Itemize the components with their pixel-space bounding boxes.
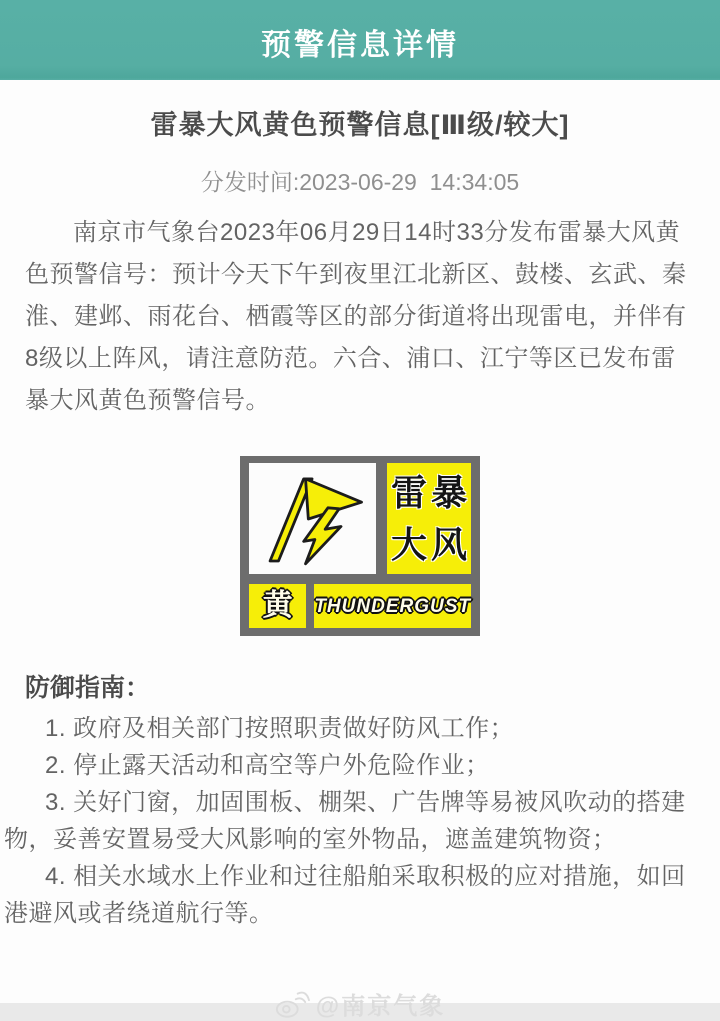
- sign-english-label: THUNDERGUST: [314, 595, 471, 617]
- defense-guide-title: 防御指南：: [25, 674, 151, 703]
- guide-item-4: 4. 相关水域水上作业和过往船舶采取积极的应对措施，如回港避风或者绕道航行等。: [4, 863, 686, 928]
- dispatch-time-value: 2023-06-29 14:34:05: [299, 169, 520, 196]
- guide-item-3: 3. 关好门窗，加固围板、棚架、广告牌等易被风吹动的搭建物，妥善安置易受大风影响的室外物品，遮盖建筑物资；: [4, 789, 686, 854]
- sign-char: 暴: [430, 472, 467, 514]
- warning-title: 雷暴大风黄色预警信息[Ⅲ级/较大]: [150, 110, 570, 140]
- sign-char: 大: [390, 523, 427, 565]
- sign-english-box: [314, 584, 471, 628]
- header-bar: [0, 0, 720, 80]
- warning-content: [0, 103, 720, 1021]
- sign-name-box: [387, 463, 471, 574]
- warning-body-text: 南京市气象台2023年06月29日14时33分发布雷暴大风黄色预警信号：预计今天下午到夜里江北新区、鼓楼、玄武、秦淮、建邺、雨花台、栖霞等区的部分街道将出现雷电，并伴有8级以上阵风，请注意防范。六合、浦口、江宁等区已发布雷暴大风黄色预警信号。: [25, 219, 687, 415]
- dispatch-time-label: 分发时间:: [200, 169, 300, 196]
- weibo-icon: [275, 989, 309, 1019]
- sign-top-row: [249, 463, 471, 574]
- defense-guide: [4, 668, 702, 932]
- page-title: 预警信息详情: [261, 29, 459, 62]
- sign-level-label: 黄: [262, 589, 293, 623]
- guide-item-1: 1. 政府及相关部门按照职责做好防风工作；: [45, 715, 515, 743]
- dispatch-time: [0, 164, 720, 197]
- sign-char: 风: [430, 523, 467, 565]
- sign-char: 雷: [390, 472, 427, 514]
- guide-item-2: 2. 停止露天活动和高空等户外危险作业；: [45, 752, 490, 780]
- sign-bottom-row: [249, 584, 471, 628]
- sign-level-box: [249, 584, 306, 628]
- watermark: [0, 986, 720, 1021]
- watermark-text: @南京气象: [315, 993, 446, 1021]
- warning-sign: [240, 456, 480, 636]
- flag-lightning-icon: [249, 463, 376, 574]
